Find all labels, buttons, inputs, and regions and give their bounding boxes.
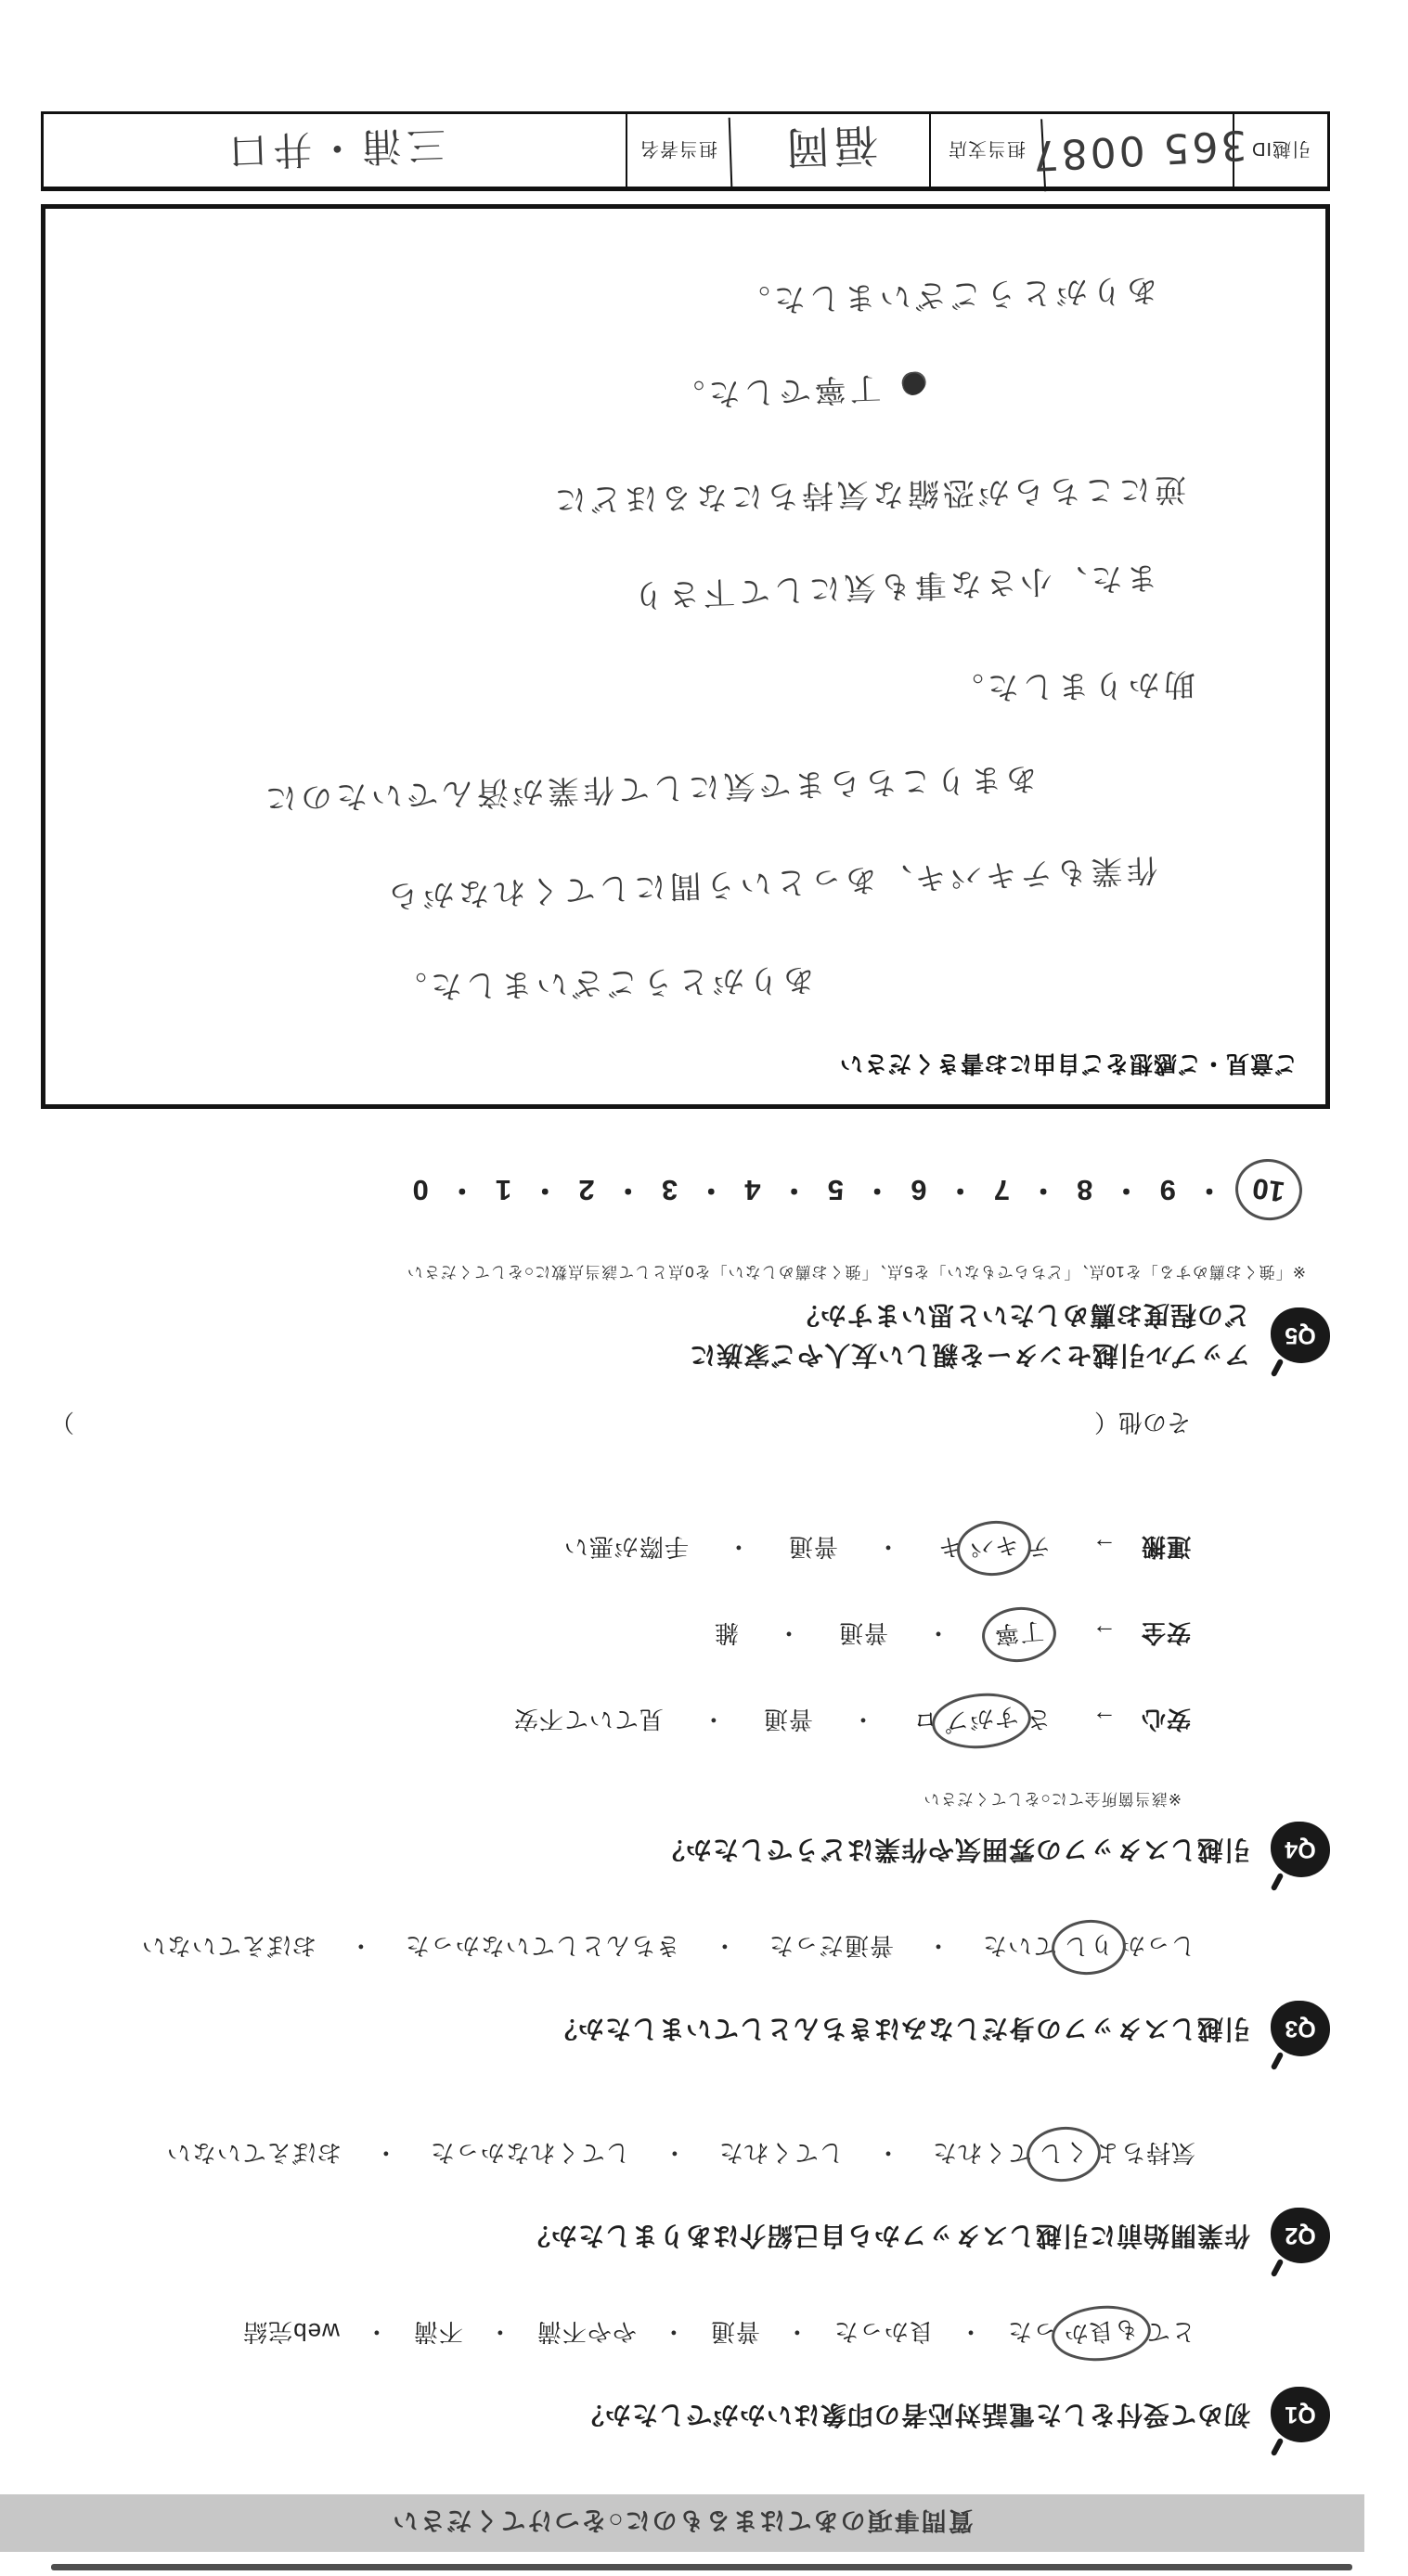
q4-row1-label: 安心 <box>1140 1706 1191 1733</box>
q1-option1-circled: も良か <box>1062 2314 1141 2350</box>
q5-rating-scale <box>41 1168 1297 1214</box>
q4-row3-o1-pre: テ <box>1025 1533 1051 1561</box>
q4-row3-label: 運搬 <box>1140 1533 1191 1561</box>
arrow-icon: → <box>1091 1619 1117 1647</box>
comment-box-label: ご意見・ご感想をご自由にお書きください <box>838 1050 1298 1077</box>
q4-row3-option-tegiwa-warui: 手際が悪い <box>562 1533 689 1561</box>
q4-row2-option-futsuu: 普通 <box>837 1619 888 1647</box>
question-1 <box>41 2315 1330 2442</box>
q3-option-oboeteinai: おぼえていない <box>140 1932 316 1960</box>
moving-id-label: 引越ID <box>1233 114 1327 187</box>
q4-other-close-paren: ） <box>50 1409 75 1436</box>
option-separator: ・ <box>486 2318 512 2346</box>
question-2 <box>41 2136 1330 2263</box>
q5-question-line1: アップル引越センターを親しい友人やご家族に <box>689 1341 1250 1370</box>
q2-option1-post: てくれた <box>931 2139 1032 2167</box>
handwritten-line: ありがとうございました。 <box>734 270 1159 319</box>
q1-option1-pre: とて <box>1144 2318 1195 2346</box>
q2-option-oboeteinai: おぼえていない <box>165 2139 342 2167</box>
q2-option-kimochiyoku <box>932 2136 1195 2172</box>
q2-option-shitekurenakatta: してくれなかった <box>429 2139 630 2167</box>
q2-options <box>41 2136 1195 2172</box>
q3-option1-post: ていた <box>981 1932 1057 1960</box>
q3-badge <box>1271 2001 1330 2056</box>
q2-option1-circled: くし <box>1037 2136 1091 2170</box>
handwritten-line: また、小さな事も気にして下さり <box>628 558 1159 614</box>
branch-value-handwritten: 福岡 <box>729 110 931 189</box>
q4-row3-o1-post: キ <box>937 1533 962 1561</box>
pen-circle-mark <box>1231 1154 1306 1224</box>
option-separator: ・ <box>725 1533 751 1561</box>
q3-option1-pre: しっか <box>1119 1932 1195 1960</box>
q4-other-label: その他（ <box>1093 1409 1191 1436</box>
q3-option1-circled: りし <box>1062 1929 1116 1963</box>
option-separator: ・ <box>347 1932 373 1960</box>
q5-question-text <box>689 1294 1250 1375</box>
q1-question-text: 初めて受付をした電話対応者の印象はいかがでしたか？ <box>576 2401 1250 2429</box>
q1-option-totemo-yokatta <box>1007 2315 1195 2351</box>
handwritten-line: 作業もテキパキ、あっという間にしてくれながら <box>383 850 1159 915</box>
question-3 <box>41 1929 1330 2056</box>
handwritten-line: あまりこちらまで気にして作業が済んでいたのに <box>261 759 1039 818</box>
q4-row1-o1-pre: さ <box>1025 1706 1051 1733</box>
option-separator: ・ <box>924 1932 950 1960</box>
staff-name-value-handwritten: 三浦・井口 <box>222 122 447 175</box>
moving-id-value-handwritten: 365 0087 <box>1040 109 1234 192</box>
q1-option-fuman: 不満 <box>412 2318 463 2346</box>
q5-scale-10: 10 <box>1250 1171 1287 1209</box>
branch-label: 担当支店 <box>929 114 1042 187</box>
arrow-icon: → <box>1091 1533 1117 1561</box>
q1-option-yaya-fuman: やや不満 <box>536 2318 637 2346</box>
q1-option1-post: った <box>1006 2318 1057 2346</box>
q5-badge-label: Q5 <box>1285 1322 1316 1349</box>
q5-note: ※「強くお薦めする」を10点、「どちらでもない」を5点、「強くお薦めしない」を0点として該当点数に○をしてください <box>406 1263 1306 1282</box>
staff-name-label: 担当者名 <box>626 114 730 187</box>
q4-row1-option-futsuu: 普通 <box>762 1706 813 1733</box>
form-title-bar <box>0 2494 1364 2552</box>
q4-row1-option-sasuga-pro <box>912 1703 1051 1739</box>
question-4 <box>41 1407 1330 1877</box>
q4-row-unpan <box>41 1530 1191 1566</box>
q1-options <box>41 2315 1195 2351</box>
arrow-icon: → <box>1091 1706 1117 1733</box>
handwritten-line: 助かりました。 <box>948 664 1196 707</box>
option-separator: ・ <box>660 2318 686 2346</box>
form-title: 質問事項のあてはまるものに○をつけてください <box>391 2506 974 2535</box>
q3-option-futsuu-datta: 普通だった <box>768 1932 894 1960</box>
pen-circle-mark <box>1050 2301 1154 2364</box>
q4-row2-label: 安全 <box>1140 1619 1191 1647</box>
handwritten-line: 逆にこちらが恐縮な気持ちになるほどに <box>550 470 1187 519</box>
handwritten-line <box>72 366 929 442</box>
q4-row3-o1-circled: キパ <box>967 1530 1021 1564</box>
q4-row3-option-tekipaki <box>937 1530 1051 1566</box>
question-5 <box>41 1168 1330 1375</box>
pen-circle-mark <box>930 1689 1034 1752</box>
q4-row1-o1-circled: すがプ <box>942 1702 1020 1737</box>
q5-question-line2: どの程度お薦めしたいと思いますか？ <box>792 1300 1250 1330</box>
option-separator: ・ <box>363 2318 389 2346</box>
q4-row2-o1-circled: 丁寧 <box>992 1616 1046 1650</box>
option-separator: ・ <box>372 2139 398 2167</box>
q2-badge-label: Q2 <box>1285 2222 1316 2249</box>
q4-badge-label: Q4 <box>1285 1836 1316 1863</box>
q2-option-shitekureta: してくれた <box>717 2139 844 2167</box>
q3-options <box>41 1929 1195 1965</box>
q4-badge <box>1271 1822 1330 1877</box>
q4-other-line <box>41 1407 1191 1441</box>
scan-edge-artifact <box>51 2564 1352 2570</box>
option-separator: ・ <box>661 2139 687 2167</box>
q4-note: ※該当箇所全てに○をしてください <box>923 1790 1182 1808</box>
handwritten-line-text: 丁寧でした。 <box>668 368 883 414</box>
staff-id-table <box>41 111 1330 191</box>
q2-option1-pre: 気持ちよ <box>1094 2139 1195 2167</box>
option-separator: ・ <box>874 1533 900 1561</box>
q1-option-web-kanketsu: web完結 <box>242 2318 340 2346</box>
option-separator: ・ <box>783 2318 809 2346</box>
q4-row2-option-teinei <box>988 1616 1051 1653</box>
q1-badge-label: Q1 <box>1285 2402 1316 2428</box>
pen-circle-mark <box>1025 2124 1104 2185</box>
q3-badge-label: Q3 <box>1285 2016 1316 2042</box>
q4-row1-o1-post: ロ <box>911 1706 937 1733</box>
option-separator: ・ <box>849 1706 875 1733</box>
option-separator: ・ <box>775 1619 801 1647</box>
q4-row2-option-zatsu: 雑 <box>713 1619 739 1647</box>
q1-option-futsuu: 普通 <box>709 2318 760 2346</box>
q5-badge <box>1271 1307 1330 1363</box>
option-separator: ・ <box>700 1706 726 1733</box>
handwritten-line: ありがとうございました。 <box>391 960 816 1006</box>
option-separator: ・ <box>957 2318 983 2346</box>
q4-question-text: 引越しスタッフの雰囲気や作業はどうでしたか？ <box>657 1835 1250 1864</box>
q4-row-anzen <box>41 1616 1191 1653</box>
q1-badge <box>1271 2387 1330 2442</box>
pen-scribble: ● <box>895 366 929 405</box>
q1-option-yokatta: 良かった <box>833 2318 934 2346</box>
q4-row-anshin <box>41 1703 1191 1739</box>
q2-badge <box>1271 2208 1330 2263</box>
option-separator: ・ <box>924 1619 950 1647</box>
comment-box <box>41 204 1330 1109</box>
option-separator: ・ <box>874 2139 900 2167</box>
q2-question-text: 作業開始前に引越しスタッフから自己紹介はありましたか？ <box>523 2222 1250 2250</box>
q3-question-text: 引越しスタッフの身だしなみはきちんとしていましたか？ <box>549 2015 1250 2043</box>
pen-circle-mark <box>955 1518 1034 1579</box>
q3-option-kichinto-shiteinakatta: きちんとしていなかった <box>404 1932 680 1960</box>
q3-option-shikkari <box>982 1929 1195 1965</box>
q4-row3-option-futsuu: 普通 <box>787 1533 838 1561</box>
pen-circle-mark <box>980 1604 1059 1666</box>
q5-scale-9-to-0: ・ 9 ・ 8 ・ 7 ・ 6 ・ 5 ・ 4 ・ 3 ・ 2 ・ 1 ・ 0 <box>407 1174 1224 1207</box>
q4-row1-option-fuan: 見ていて不安 <box>512 1706 664 1733</box>
pen-circle-mark <box>1050 1917 1129 1978</box>
option-separator: ・ <box>711 1932 737 1960</box>
